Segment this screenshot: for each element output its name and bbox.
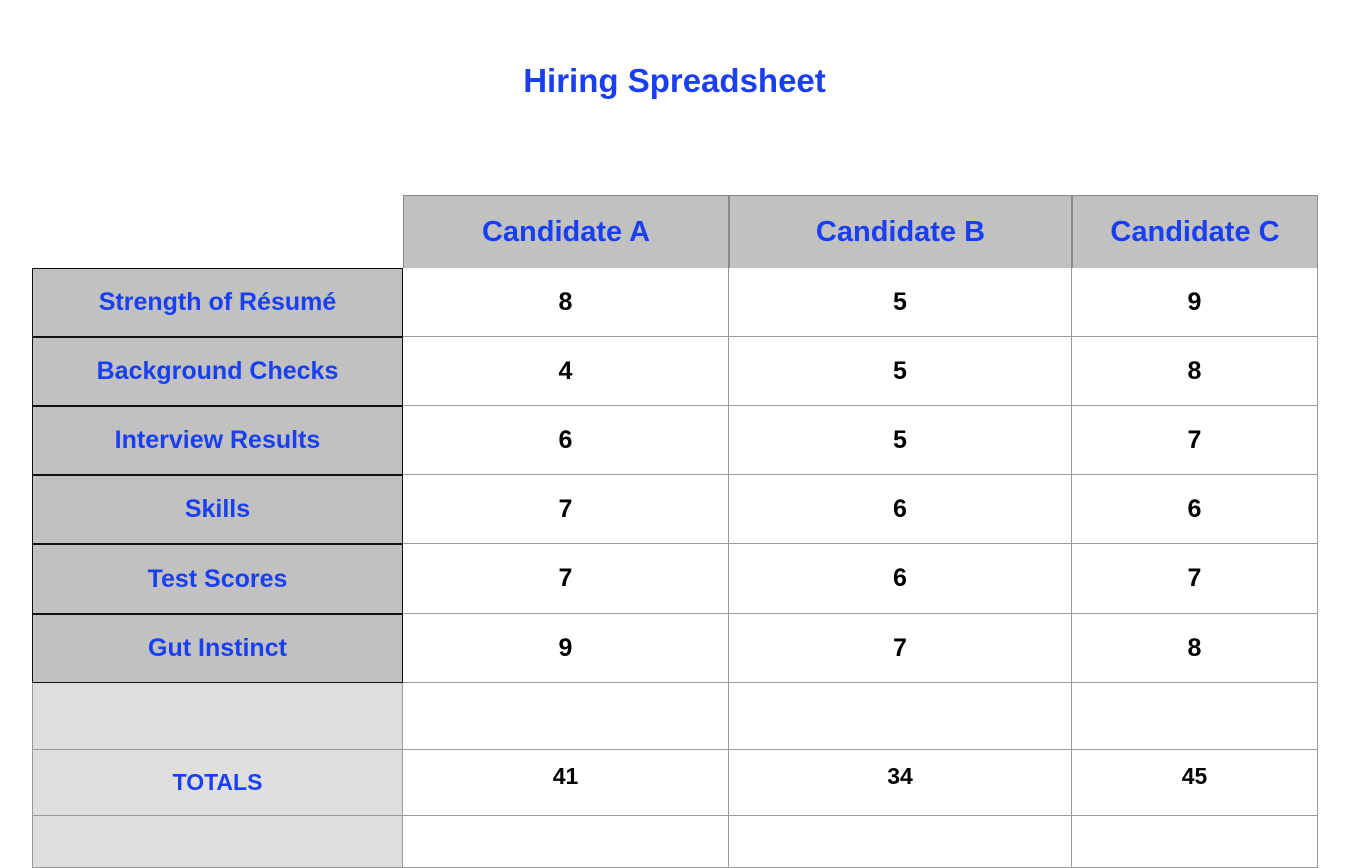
data-cell[interactable]: 5 <box>729 406 1072 475</box>
empty-cell[interactable] <box>1072 683 1318 750</box>
data-cell[interactable]: 7 <box>729 614 1072 683</box>
empty-cell[interactable] <box>403 683 729 750</box>
empty-row-header[interactable] <box>32 816 403 868</box>
data-cell[interactable]: 6 <box>729 544 1072 614</box>
row-header[interactable]: Test Scores <box>32 544 403 614</box>
data-cell[interactable]: 9 <box>1072 268 1318 337</box>
data-cell[interactable]: 4 <box>403 337 729 406</box>
row-header[interactable]: Gut Instinct <box>32 614 403 683</box>
data-cell[interactable]: 7 <box>403 544 729 614</box>
data-cell[interactable]: 7 <box>403 475 729 544</box>
row-header[interactable]: Skills <box>32 475 403 544</box>
row-header[interactable]: Interview Results <box>32 406 403 475</box>
total-cell[interactable]: 34 <box>729 750 1072 816</box>
totals-label[interactable]: TOTALS <box>32 750 403 816</box>
data-cell[interactable]: 9 <box>403 614 729 683</box>
total-cell[interactable]: 45 <box>1072 750 1318 816</box>
column-header-candidate-a[interactable]: Candidate A <box>403 195 729 268</box>
data-cell[interactable]: 6 <box>1072 475 1318 544</box>
empty-cell[interactable] <box>729 816 1072 868</box>
data-cell[interactable]: 5 <box>729 337 1072 406</box>
empty-cell[interactable] <box>1072 816 1318 868</box>
empty-cell[interactable] <box>729 683 1072 750</box>
empty-row-header[interactable] <box>32 683 403 750</box>
data-cell[interactable]: 8 <box>1072 614 1318 683</box>
data-cell[interactable]: 7 <box>1072 406 1318 475</box>
data-cell[interactable]: 5 <box>729 268 1072 337</box>
column-header-candidate-b[interactable]: Candidate B <box>729 195 1072 268</box>
data-cell[interactable]: 6 <box>403 406 729 475</box>
data-cell[interactable]: 8 <box>403 268 729 337</box>
sheet-title: Hiring Spreadsheet <box>523 62 826 99</box>
row-header[interactable]: Strength of Résumé <box>32 268 403 337</box>
row-header[interactable]: Background Checks <box>32 337 403 406</box>
data-cell[interactable]: 8 <box>1072 337 1318 406</box>
total-cell[interactable]: 41 <box>403 750 729 816</box>
column-header-candidate-c[interactable]: Candidate C <box>1072 195 1318 268</box>
empty-cell[interactable] <box>403 816 729 868</box>
data-cell[interactable]: 7 <box>1072 544 1318 614</box>
data-cell[interactable]: 6 <box>729 475 1072 544</box>
